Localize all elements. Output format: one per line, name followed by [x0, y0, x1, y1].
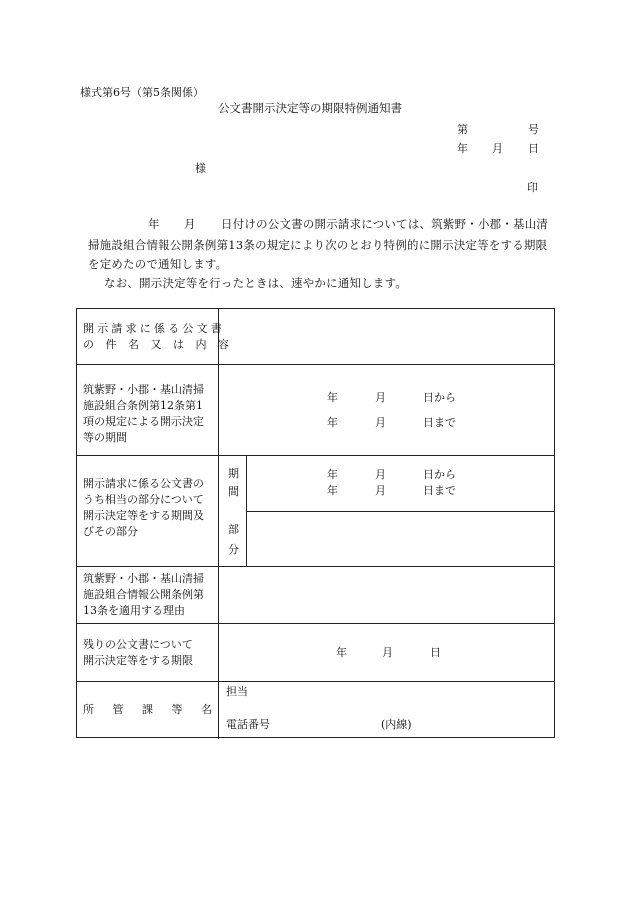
row4-label-line3: 13条を適用する理由 [83, 604, 185, 617]
row2-label-line1: 筑紫野・小郡・基山清掃 [83, 383, 204, 396]
seal-mark: 印 [527, 181, 538, 194]
document-title: 公文書開示決定等の期限特例通知書 [218, 101, 402, 115]
row5-label-line2: 開示決定等をする期限 [83, 654, 193, 667]
row5-month: 月 [382, 646, 393, 659]
document-number-prefix: 第 [457, 123, 468, 136]
row2-to-day: 日まで [423, 416, 456, 429]
row3-from-day: 日から [423, 468, 456, 481]
row3-part-label-2: 分 [228, 543, 239, 556]
row-divider [77, 623, 554, 624]
row5-year: 年 [336, 646, 347, 659]
body-line-2: 掃施設組合情報公開条例第13条の規定により次のとおり特例的に開示決定等をする期限 [88, 238, 548, 252]
row3-period-label-2: 間 [228, 485, 239, 498]
row3-to-month: 月 [375, 484, 386, 497]
notice-table [76, 308, 555, 738]
row3-period-label-1: 期 [228, 467, 239, 480]
row-divider [77, 364, 554, 365]
body-month: 月 [184, 217, 196, 231]
row2-from-month: 月 [375, 391, 386, 404]
issue-date-year: 年 [457, 142, 468, 155]
row1-label-line2: の件名又は内容 [83, 338, 241, 351]
row2-label-line4: 等の期間 [83, 431, 127, 444]
row3-label-line3: 開示決定等をする期間及 [83, 509, 204, 522]
row6-extension-label: (内線) [381, 718, 412, 731]
body-year: 年 [148, 217, 160, 231]
row2-from-day: 日から [423, 391, 456, 404]
row4-label-line2: 施設組合情報公開条例第 [83, 588, 204, 601]
body-line-1-text: 日付けの公文書の開示請求については、筑紫野・小郡・基山清 [221, 217, 549, 231]
addressee-honorific: 様 [195, 162, 206, 175]
column-divider-inner [246, 455, 247, 566]
row3-part-label-1: 部 [228, 523, 239, 536]
row3-label-line4: びその部分 [83, 525, 138, 538]
row2-label-line3: 項の規定による開示決定 [83, 415, 204, 428]
issue-date-day: 日 [528, 142, 539, 155]
row-divider [77, 681, 554, 682]
row3-label-line1: 開示請求に係る公文書の [83, 477, 204, 490]
column-divider [218, 309, 219, 739]
row2-to-month: 月 [375, 416, 386, 429]
row5-label-line1: 残りの公文書について [83, 638, 193, 651]
row3-to-day: 日まで [423, 484, 456, 497]
body-line-3: を定めたので通知します。 [88, 257, 228, 271]
document-number-suffix: 号 [528, 123, 539, 136]
row6-phone-label: 電話番号 [226, 718, 270, 731]
row6-person-in-charge: 担当 [226, 685, 248, 698]
form-number-label: 様式第6号（第5条関係） [80, 86, 204, 99]
row4-label-line1: 筑紫野・小郡・基山清掃 [83, 572, 204, 585]
row6-label: 所管課等名 [83, 703, 231, 716]
row2-to-year: 年 [327, 416, 338, 429]
row-divider-inner [246, 511, 554, 512]
issue-date-month: 月 [492, 142, 503, 155]
body-line-4: なお、開示決定等を行ったときは、速やかに通知します。 [104, 276, 408, 290]
row-divider [77, 566, 554, 567]
row3-from-year: 年 [327, 468, 338, 481]
row3-from-month: 月 [375, 468, 386, 481]
row3-to-year: 年 [327, 484, 338, 497]
row2-from-year: 年 [327, 391, 338, 404]
row2-label-line2: 施設組合条例第12条第1 [83, 399, 203, 412]
row1-label-line1: 開示請求に係る公文書 [83, 322, 225, 335]
row5-day: 日 [430, 646, 441, 659]
row3-label-line2: うち相当の部分について [83, 493, 204, 506]
row-divider [77, 455, 554, 456]
